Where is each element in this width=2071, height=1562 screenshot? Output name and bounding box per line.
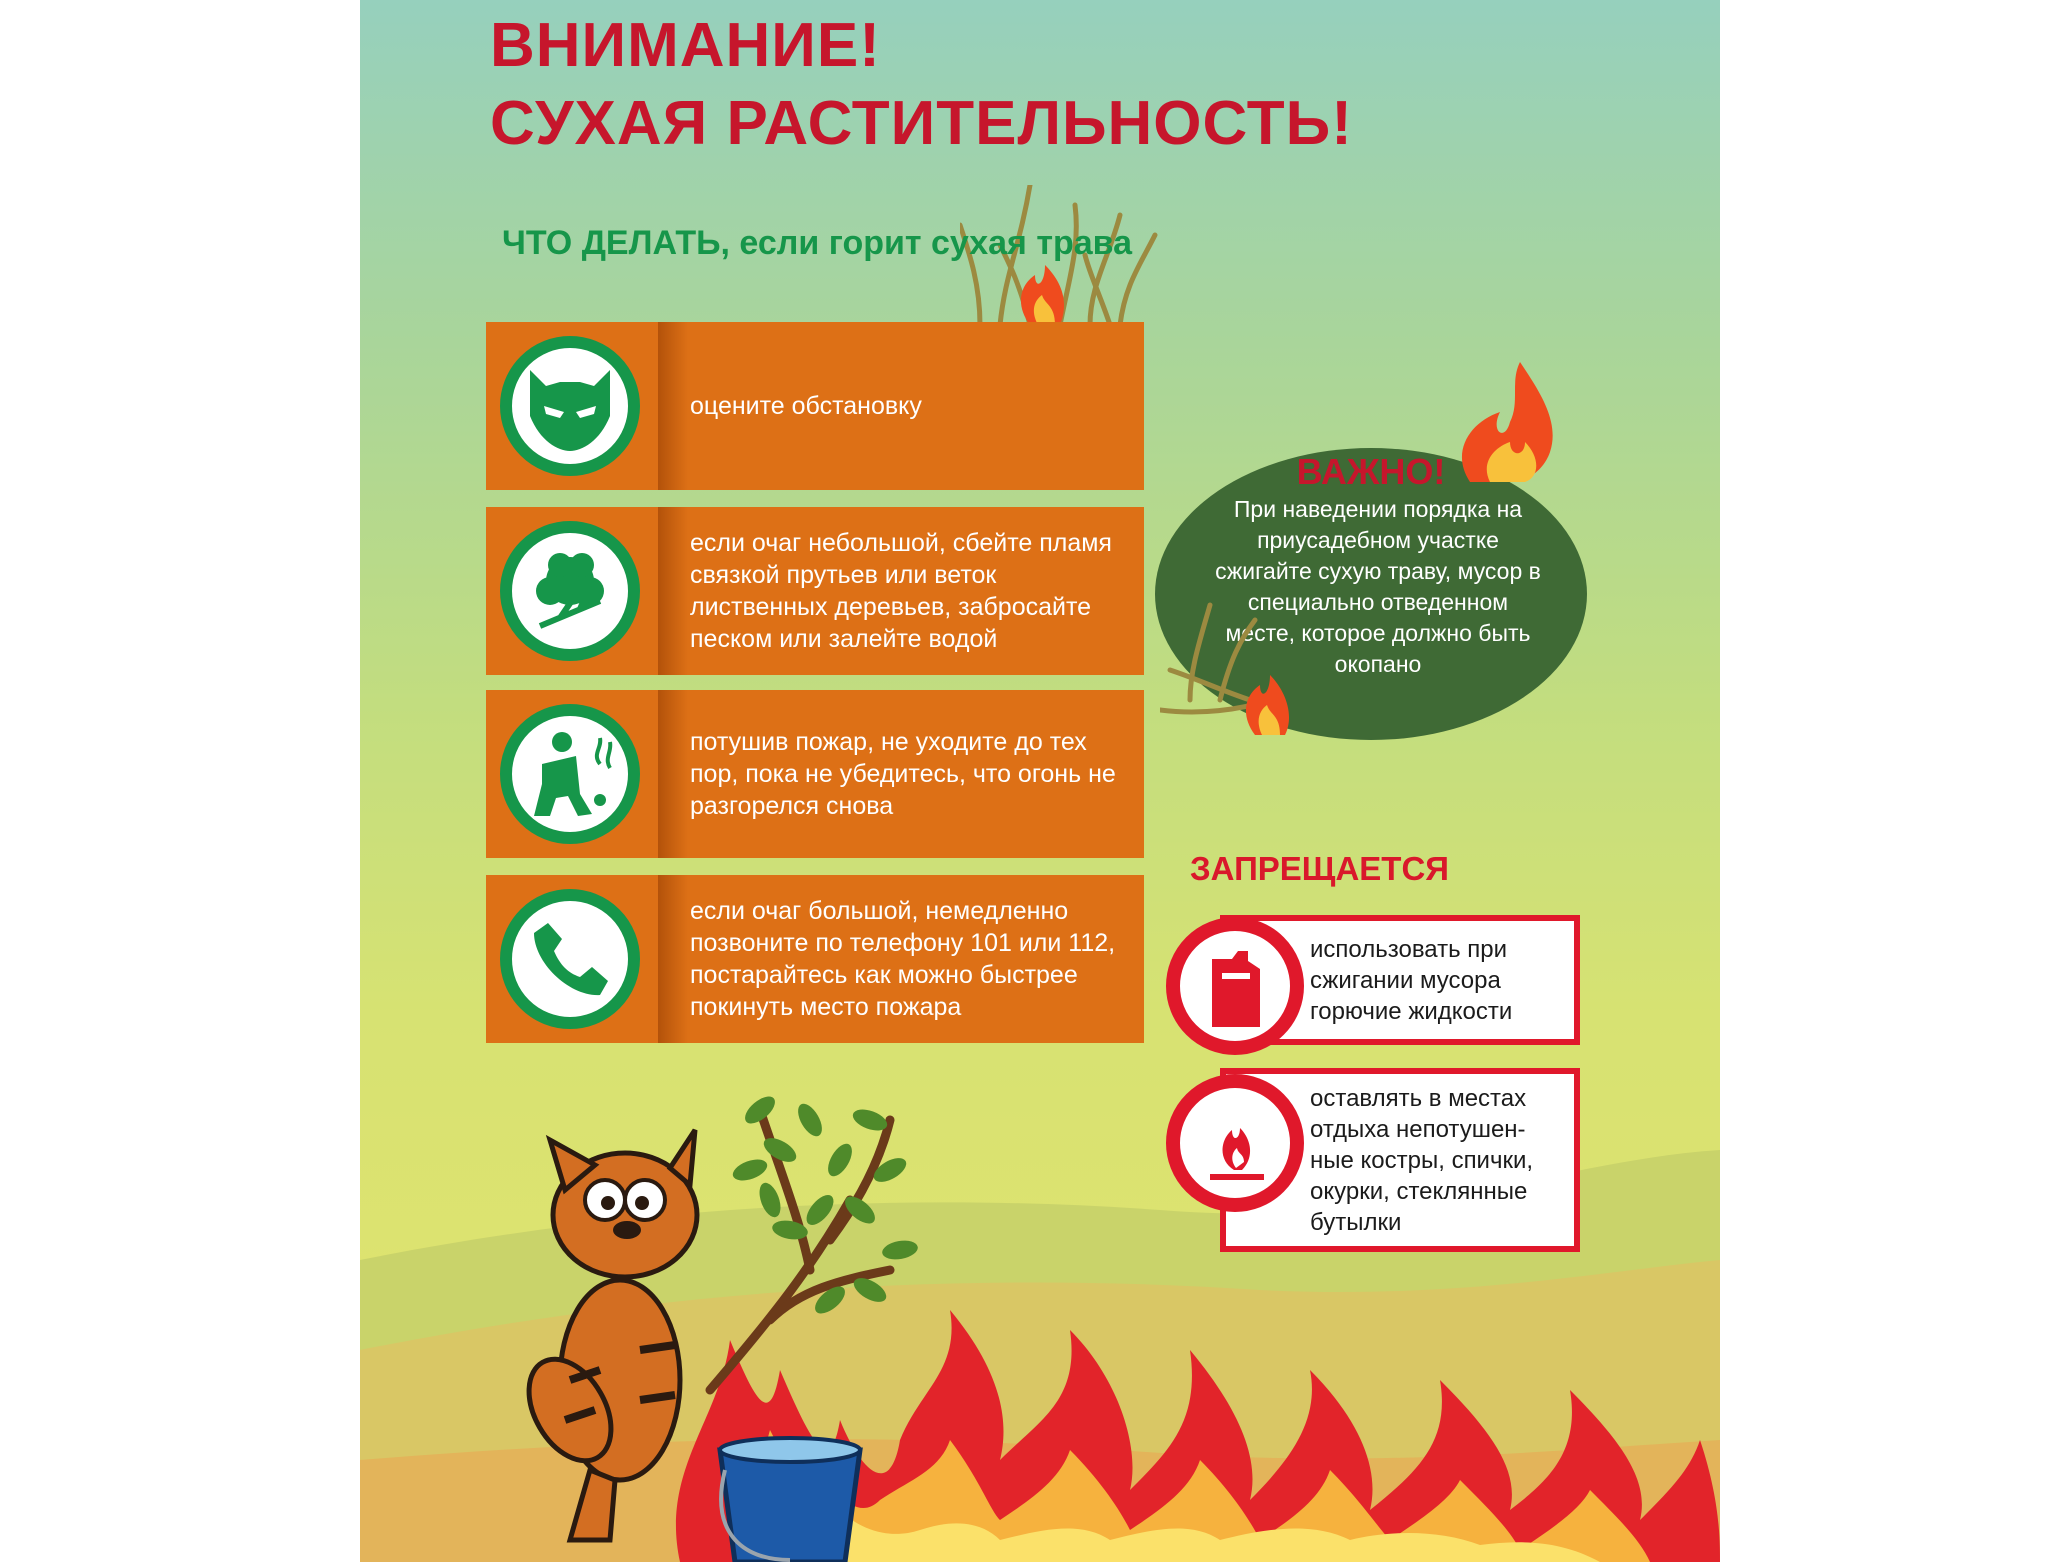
poster [360, 0, 1720, 1562]
step-icon-circle [500, 889, 640, 1029]
match-flame-icon [1192, 1100, 1278, 1186]
step-text: если очаг большой, немедленно позвоните по телефону 101 или 112, постарайтесь как можно быстрее покинуть место пожара [690, 897, 1116, 1021]
flame-icon [1450, 362, 1560, 482]
important-title: ВАЖНО! [1296, 451, 1446, 492]
mask-icon [520, 356, 620, 456]
cat-mascot-illustration [510, 1050, 930, 1562]
fuel-canister-icon [1192, 943, 1278, 1029]
forbidden-heading: ЗАПРЕЩАЕТСЯ [1190, 850, 1449, 887]
forbidden-icon-circle [1166, 1074, 1304, 1212]
forbidden-icon-circle [1166, 917, 1304, 1055]
card-band [658, 322, 688, 490]
what-to-do-heading: ЧТО ДЕЛАТЬ, если горит сухая трава [502, 224, 1133, 262]
important-text: При наведении порядка на приусадебном участке сжигайте сухую траву, мусор в специально отведенном месте, которое должно быть окопано [1215, 496, 1541, 677]
step-text: оцените обстановку [690, 392, 922, 420]
forbidden-item-flammable-liquids [1220, 915, 1580, 1045]
step-card-watch [486, 690, 1144, 858]
step-icon-circle [500, 704, 640, 844]
dry-vegetation-title: СУХАЯ РАСТИТЕЛЬНОСТЬ! [490, 89, 1353, 158]
tree-branch-icon [520, 541, 620, 641]
card-band [658, 507, 688, 675]
forbidden-text: оставлять в местах отдыха непотушен-ные костры, спички, окурки, стеклянные бутылки [1310, 1084, 1534, 1236]
forbidden-item-unextinguished-fires [1220, 1068, 1580, 1252]
dry-grass-fire-illustration [1160, 600, 1310, 740]
step-card-assess [486, 322, 1144, 490]
step-icon-circle [500, 521, 640, 661]
card-band [658, 690, 688, 858]
step-card-small-fire [486, 507, 1144, 675]
step-card-call [486, 875, 1144, 1043]
step-text: потушив пожар, не уходите до тех пор, пока не убедитесь, что огонь не разгорелся снова [690, 728, 1116, 820]
phone-icon [520, 909, 620, 1009]
warning-title: ВНИМАНИЕ! [490, 11, 881, 80]
forbidden-text: использовать при сжигании мусора горючие жидкости [1310, 935, 1513, 1025]
step-text: если очаг небольшой, сбейте пламя связкой прутьев или веток лиственных деревьев, забросайте песком или залейте водой [690, 529, 1112, 653]
card-band [658, 875, 688, 1043]
person-watching-fire-icon [520, 724, 620, 824]
step-icon-circle [500, 336, 640, 476]
